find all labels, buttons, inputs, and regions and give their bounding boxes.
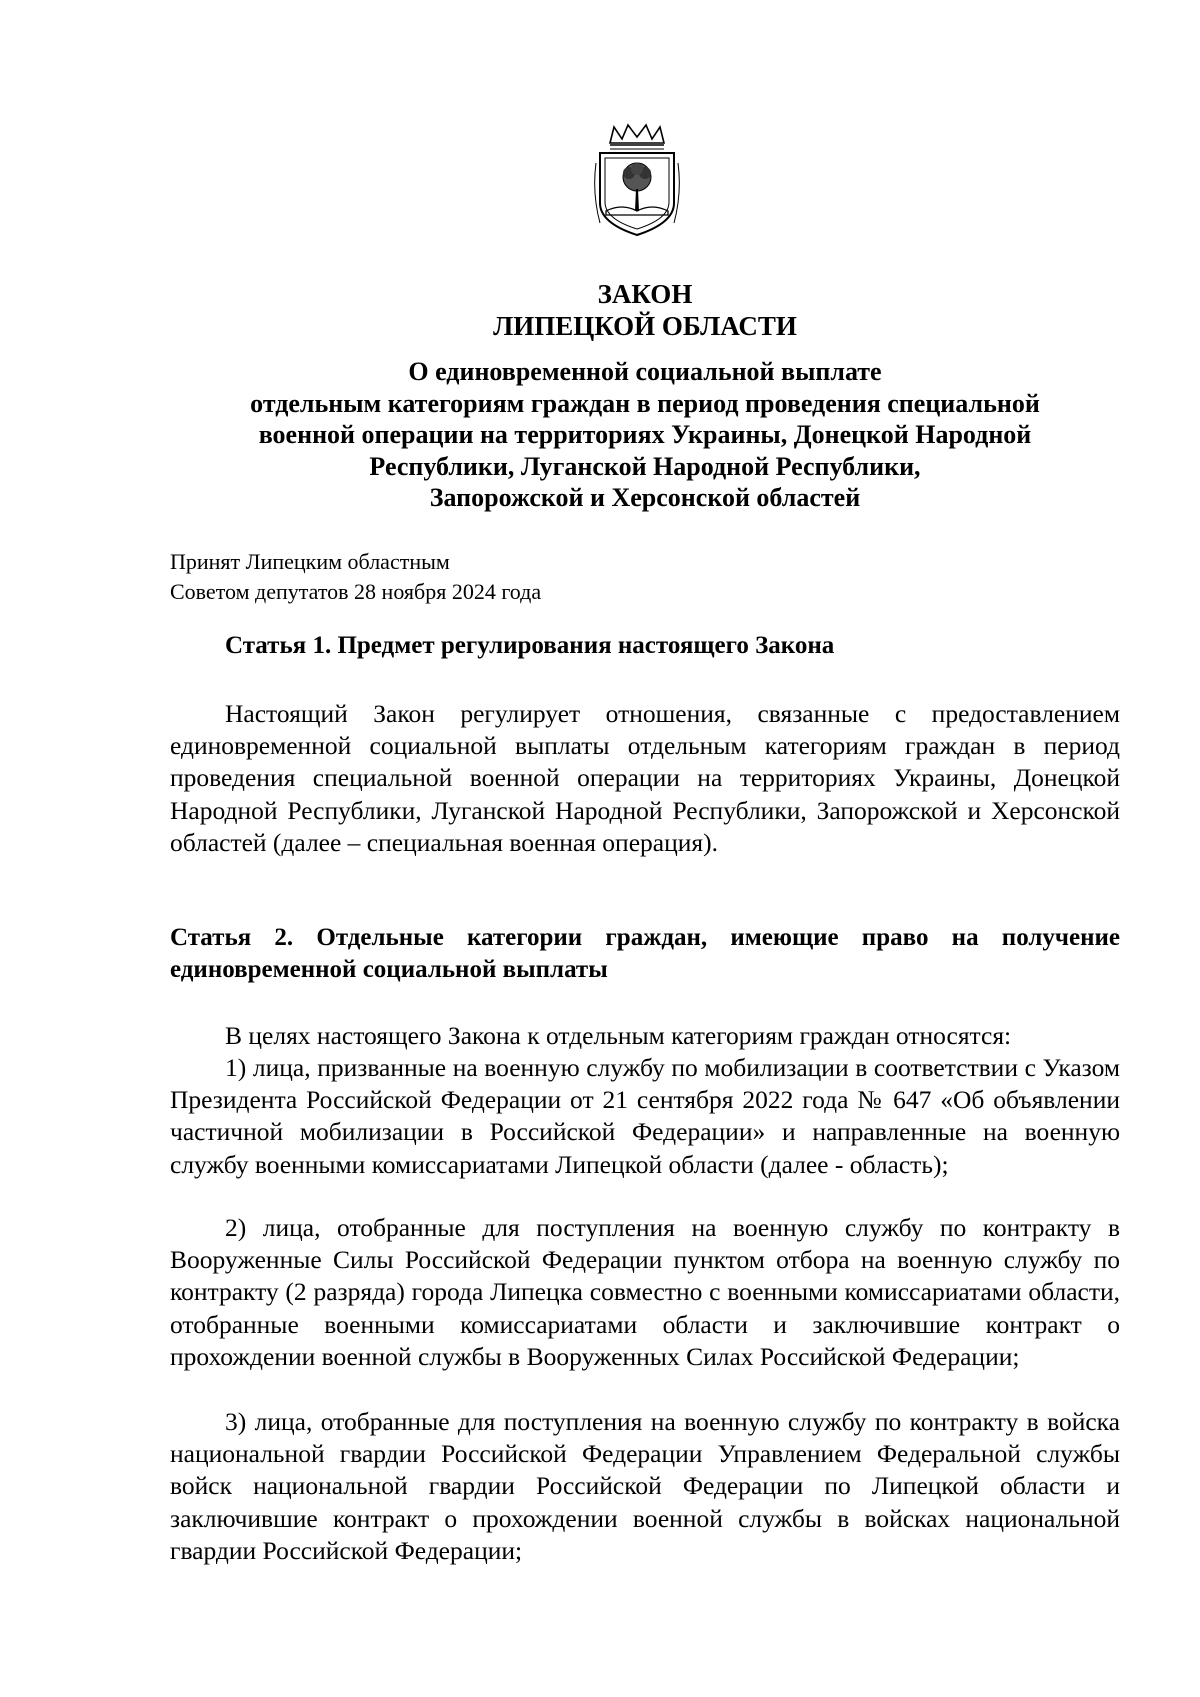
title-line: военной операции на территориях Украины, Донецкой Народной	[258, 420, 1032, 449]
list-item: 3) лица, отобранные для поступления на военную службу по контракту в войска национальной гвардии Российской Федерации Управлением Федеральной службы войск национальной гвардии Российской Федерации по Липецкой области и заключившие контракт о прохождении военной службы в войсках национальной гвардии Российской Федерации;	[170, 1407, 1120, 1565]
law-subject-title	[170, 356, 1120, 514]
adoption-note	[170, 547, 541, 607]
adoption-line: Принят Липецким областным	[170, 549, 450, 574]
list-item: 2) лица, отобранные для поступления на военную службу по контракту в Вооруженные Силы Российской Федерации пунктом отбора на военную службу по контракту (2 разряда) города Липецка совместно с военными комиссариатами области, отобранные военными комиссариатами области и заключившие контракт о прохождении военной службы в Вооруженных Силах Российской Федерации;	[170, 1213, 1120, 1371]
region-name: ЛИПЕЦКОЙ ОБЛАСТИ	[493, 311, 797, 341]
lipetsk-coat-of-arms-icon	[592, 123, 682, 243]
document-title	[170, 278, 1120, 342]
title-line: отдельным категориям граждан в период проведения специальной	[250, 388, 1040, 418]
title-line: Запорожской и Херсонской областей	[429, 483, 861, 512]
doc-type: ЗАКОН	[597, 279, 693, 309]
article-1-heading: Статья 1. Предмет регулирования настоящего Закона	[225, 632, 835, 659]
adoption-line: Советом депутатов 28 ноября 2024 года	[170, 579, 542, 604]
article-1-text: Настоящий Закон регулирует отношения, связанные с предоставлением единовременной социальной выплаты отдельным категориям граждан в период проведения специальной военной операции на территориях Украины, Донецкой Народной Республики, Луганской Народной Республики, Запорожской и Херсонской областей (далее – специальная военная операция).	[170, 699, 1120, 857]
title-line: Республики, Луганской Народной Республики,	[369, 451, 921, 481]
list-item: 1) лица, призванные на военную службу по мобилизации в соответствии с Указом Президента Российской Федерации от 21 сентября 2022 года № 647 «Об объявлении частичной мобилизации в Российской Федерации» и направленные на военную службу военными комиссариатами Липецкой области (далее - область);	[170, 1053, 1120, 1179]
title-line: О единовременной социальной выплате	[408, 357, 882, 386]
article-2-intro: В целях настоящего Закона к отдельным категориям граждан относятся:	[225, 1021, 1012, 1050]
article-2-heading: Статья 2. Отдельные категории граждан, имеющие право на получение единовременной социальной выплаты	[170, 924, 1120, 983]
